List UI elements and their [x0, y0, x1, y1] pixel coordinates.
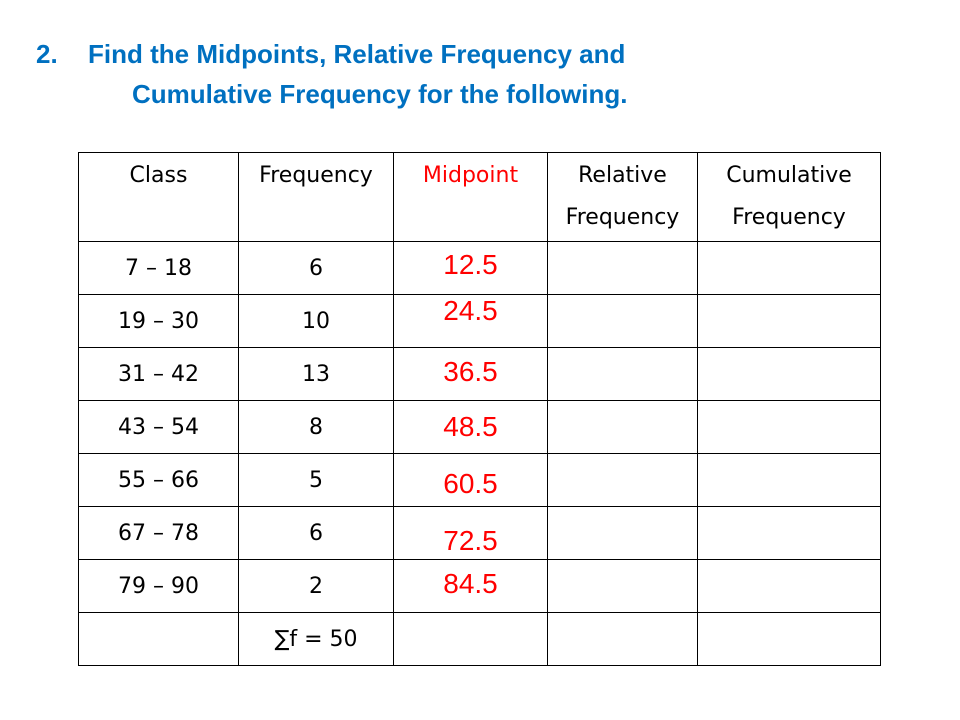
midpoint-value: 12.5 [443, 249, 498, 280]
table-row [79, 295, 881, 348]
header-cumulative-frequency: Cumulative Frequency [698, 153, 881, 242]
relative-frequency-cell [548, 401, 698, 454]
midpoint-value: 60.5 [443, 468, 498, 499]
frequency-cell: 2 [239, 560, 394, 613]
question-title [36, 34, 628, 114]
class-cell: 55 – 66 [79, 454, 239, 507]
midpoint-cell [394, 348, 548, 401]
table-row [79, 401, 881, 454]
relative-frequency-cell [548, 507, 698, 560]
header-row [79, 153, 881, 242]
total-midpoint-cell [394, 613, 548, 666]
relative-frequency-cell [548, 295, 698, 348]
cumulative-frequency-cell [698, 295, 881, 348]
header-frequency: Frequency [239, 153, 394, 242]
midpoint-cell [394, 507, 548, 560]
header-relative-frequency: Relative Frequency [548, 153, 698, 242]
frequency-cell: 10 [239, 295, 394, 348]
table-row [79, 242, 881, 295]
frequency-cell: 13 [239, 348, 394, 401]
table-row [79, 560, 881, 613]
header-class: Class [79, 153, 239, 242]
relative-frequency-cell [548, 242, 698, 295]
frequency-cell: 5 [239, 454, 394, 507]
midpoint-value: 36.5 [443, 356, 498, 387]
midpoint-value: 24.5 [443, 295, 498, 326]
table-row [79, 507, 881, 560]
frequency-cell: 8 [239, 401, 394, 454]
relative-frequency-cell [548, 560, 698, 613]
class-cell: 43 – 54 [79, 401, 239, 454]
table-row [79, 454, 881, 507]
relative-frequency-cell [548, 454, 698, 507]
midpoint-cell [394, 295, 548, 348]
midpoint-value: 84.5 [443, 568, 498, 599]
midpoint-cell [394, 401, 548, 454]
midpoint-cell [394, 242, 548, 295]
cumulative-frequency-cell [698, 348, 881, 401]
midpoint-value: 48.5 [443, 411, 498, 442]
total-frequency-cell: ∑f = 50 [239, 613, 394, 666]
frequency-cell: 6 [239, 507, 394, 560]
frequency-cell: 6 [239, 242, 394, 295]
class-cell: 79 – 90 [79, 560, 239, 613]
total-class-cell [79, 613, 239, 666]
class-cell: 19 – 30 [79, 295, 239, 348]
class-cell: 31 – 42 [79, 348, 239, 401]
table-row [79, 348, 881, 401]
question-line-2: Cumulative Frequency for the following. [132, 79, 628, 109]
question-number: 2. [36, 39, 58, 69]
header-midpoint: Midpoint [394, 153, 548, 242]
total-cumulative-frequency-cell [698, 613, 881, 666]
question-line-1: Find the Midpoints, Relative Frequency and [88, 39, 626, 69]
cumulative-frequency-cell [698, 507, 881, 560]
frequency-table [78, 152, 881, 666]
cumulative-frequency-cell [698, 454, 881, 507]
cumulative-frequency-cell [698, 560, 881, 613]
cumulative-frequency-cell [698, 242, 881, 295]
cumulative-frequency-cell [698, 401, 881, 454]
class-cell: 7 – 18 [79, 242, 239, 295]
midpoint-value: 72.5 [443, 525, 498, 556]
total-row [79, 613, 881, 666]
midpoint-cell [394, 454, 548, 507]
midpoint-cell [394, 560, 548, 613]
relative-frequency-cell [548, 348, 698, 401]
class-cell: 67 – 78 [79, 507, 239, 560]
total-relative-frequency-cell [548, 613, 698, 666]
